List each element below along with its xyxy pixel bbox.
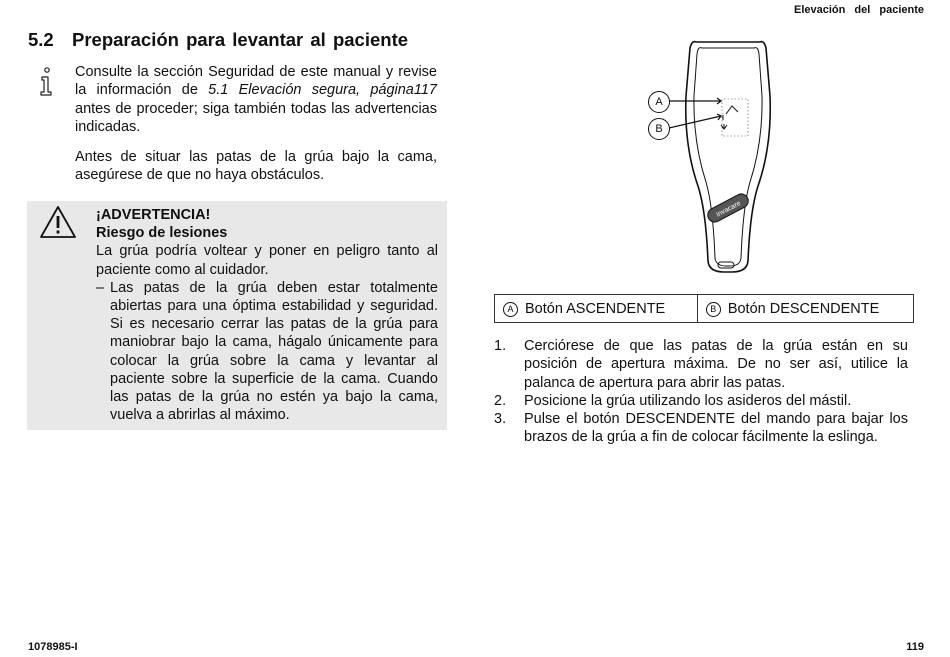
running-header: Elevación del paciente xyxy=(794,4,924,16)
info-icon xyxy=(36,66,56,98)
page-reference[interactable]: 117 xyxy=(413,82,437,99)
list-item xyxy=(494,410,908,447)
warning-body: La grúa podría voltear y poner en peligro tanto al paciente como al cuidador. xyxy=(96,243,438,278)
legend-mark-b: B xyxy=(706,302,721,317)
list-item xyxy=(494,392,908,410)
info-text-end: antes de proceder; siga también todas las advertencias indicadas. xyxy=(75,100,437,135)
button-legend-table xyxy=(494,294,914,323)
legend-cell-up xyxy=(495,295,698,323)
info-paragraph-2: Antes de situar las patas de la grúa bajo la cama, asegúrese de que no haya obstáculos. xyxy=(75,149,437,184)
warning-title: ¡ADVERTENCIA! xyxy=(96,207,211,223)
legend-label-down: Botón DESCENDENTE xyxy=(727,300,880,317)
brand-logo: invacare xyxy=(715,200,743,219)
table-row xyxy=(495,295,914,323)
section-title: Preparación para levantar al paciente xyxy=(72,29,409,50)
step-number: 3. xyxy=(494,411,507,428)
page-number: 119 xyxy=(906,641,924,653)
cross-reference-link[interactable]: 5.1 Elevación segura, página xyxy=(208,82,414,99)
step-text: Pulse el botón DESCENDENTE del mando para bajar los brazos de la grúa a fin de colocar fácilmente la eslinga. xyxy=(524,411,908,446)
procedure-steps xyxy=(494,337,908,447)
info-text: Consulte la sección Seguridad de este manual y revise la información de xyxy=(75,64,437,99)
warning-subtitle: Riesgo de lesiones xyxy=(96,225,228,242)
bullet-text: Las patas de la grúa deben estar totalmente abiertas para una óptima estabilidad y seguridad. Si es necesario cerrar las patas de la grúa para maniobrar bajo la cama, hágalo únicamente para colocar la grúa sobre la cama y levantar al paciente sobre la superficie de la cama. Cuando las patas de la grúa no estén ya bajo la cama, vuelva a abrirlas al máximo. xyxy=(110,279,438,424)
bullet-dash: – xyxy=(96,279,105,296)
document-number: 1078985-I xyxy=(28,641,78,653)
callout-a: A xyxy=(648,91,670,113)
callout-lines xyxy=(665,94,725,134)
warning-content xyxy=(96,206,438,424)
step-number: 2. xyxy=(494,392,507,409)
callout-b: B xyxy=(648,118,670,140)
section-number: 5.2 xyxy=(28,29,54,50)
list-item xyxy=(494,337,908,392)
legend-label-up: Botón ASCENDENTE xyxy=(525,300,666,317)
hand-control-illustration xyxy=(678,36,778,276)
info-paragraph-1 xyxy=(75,63,437,136)
legend-cell-down xyxy=(697,295,913,323)
section-heading xyxy=(28,29,408,51)
step-text: Posicione la grúa utilizando los asideros del mástil. xyxy=(524,392,852,409)
warning-bullet xyxy=(96,279,438,425)
warning-triangle-icon xyxy=(39,205,77,239)
legend-mark-a: A xyxy=(503,302,518,317)
step-number: 1. xyxy=(494,338,507,354)
step-text: Cerciórese de que las patas de la grúa están en su posición de apertura máxima. De no ser así, utilice la palanca de apertura para abrir las patas. xyxy=(524,338,908,391)
